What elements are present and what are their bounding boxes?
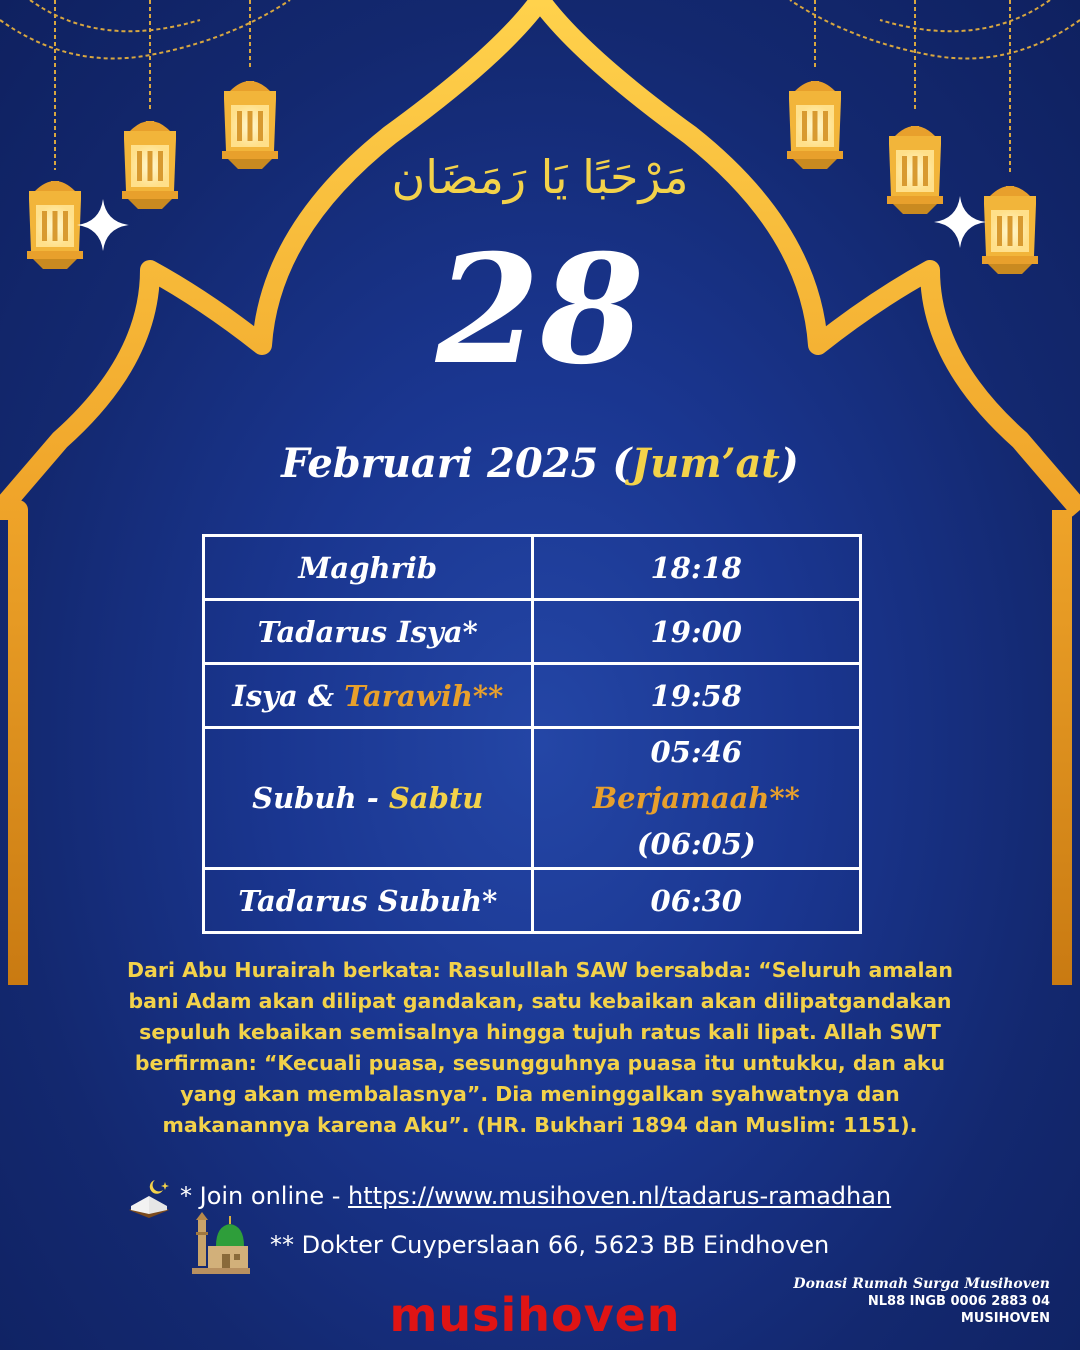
tadarus-isya-label: Tadarus Isya*: [204, 600, 533, 664]
ramadan-greeting: مَرْحَبًا يَا رَمَضَان: [391, 150, 689, 204]
table-row: [204, 536, 861, 600]
berjamaah-time: (06:05): [636, 827, 756, 861]
isya-tarawih-cell: [204, 664, 533, 728]
address-line: [270, 1231, 829, 1259]
date-line: [0, 440, 1080, 487]
table-row: [204, 728, 861, 869]
sabtu-label: Sabtu: [388, 781, 484, 815]
isya-time: 19:58: [532, 664, 861, 728]
donasi-iban: NL88 INGB 0006 2883 04: [867, 1294, 1050, 1309]
tadarus-link[interactable]: https://www.musihoven.nl/tadarus-ramadhan: [348, 1182, 892, 1210]
donasi-name: MUSIHOVEN: [960, 1311, 1050, 1326]
address-prefix: **: [270, 1231, 294, 1259]
day-name-paren: (Jum’at): [612, 440, 799, 487]
subuh-time-cell: [532, 728, 861, 869]
berjamaah-label: Berjamaah**: [592, 781, 800, 815]
maghrib-label: Maghrib: [204, 536, 533, 600]
donasi-title: Donasi Rumah Surga Musihoven: [793, 1276, 1050, 1292]
hadith-text: Dari Abu Hurairah berkata: Rasulullah SAW bersabda: “Seluruh amalan bani Adam akan dilipat gandakan, satu kebaikan akan dilipatgandakan sepuluh kebaikan semisalnya hingga tujuh ratus kali lipat. Allah SWT berfirman: “Kecuali puasa, sesungguhnya puasa itu untukku, dan aku yang akan membalasnya”. Dia meninggalkan syahwatnya dan makanannya karena Aku”. (HR. Bukhari 1894 dan Muslim: 1151).: [127, 958, 953, 1137]
musihoven-logo: musihoven: [389, 1288, 681, 1342]
day-name: Jum’at: [631, 440, 780, 487]
maghrib-time: 18:18: [532, 536, 861, 600]
month-year: Februari 2025: [281, 440, 599, 487]
subuh-label: Subuh -: [252, 781, 379, 815]
tadarus-isya-time: 19:00: [532, 600, 861, 664]
quran-icon: [125, 1176, 173, 1220]
prayer-schedule-table: [202, 534, 862, 934]
table-row: [204, 664, 861, 728]
tadarus-subuh-time: 06:30: [532, 869, 861, 933]
join-prefix: * Join online -: [180, 1182, 341, 1210]
address-text: Dokter Cuyperslaan 66, 5623 BB Eindhoven: [301, 1231, 830, 1259]
tarawih-label: Tarawih**: [344, 678, 504, 713]
isya-label: Isya &: [232, 678, 335, 713]
subuh-cell: [204, 728, 533, 869]
donation-info: [793, 1276, 1050, 1327]
subuh-time: 05:46: [650, 735, 742, 769]
table-row: [204, 600, 861, 664]
table-row: [204, 869, 861, 933]
join-online-line: [180, 1182, 891, 1210]
day-number: 28: [435, 222, 645, 398]
tadarus-subuh-label: Tadarus Subuh*: [204, 869, 533, 933]
berjamaah-line: [534, 775, 860, 867]
mosque-icon: [192, 1212, 250, 1274]
